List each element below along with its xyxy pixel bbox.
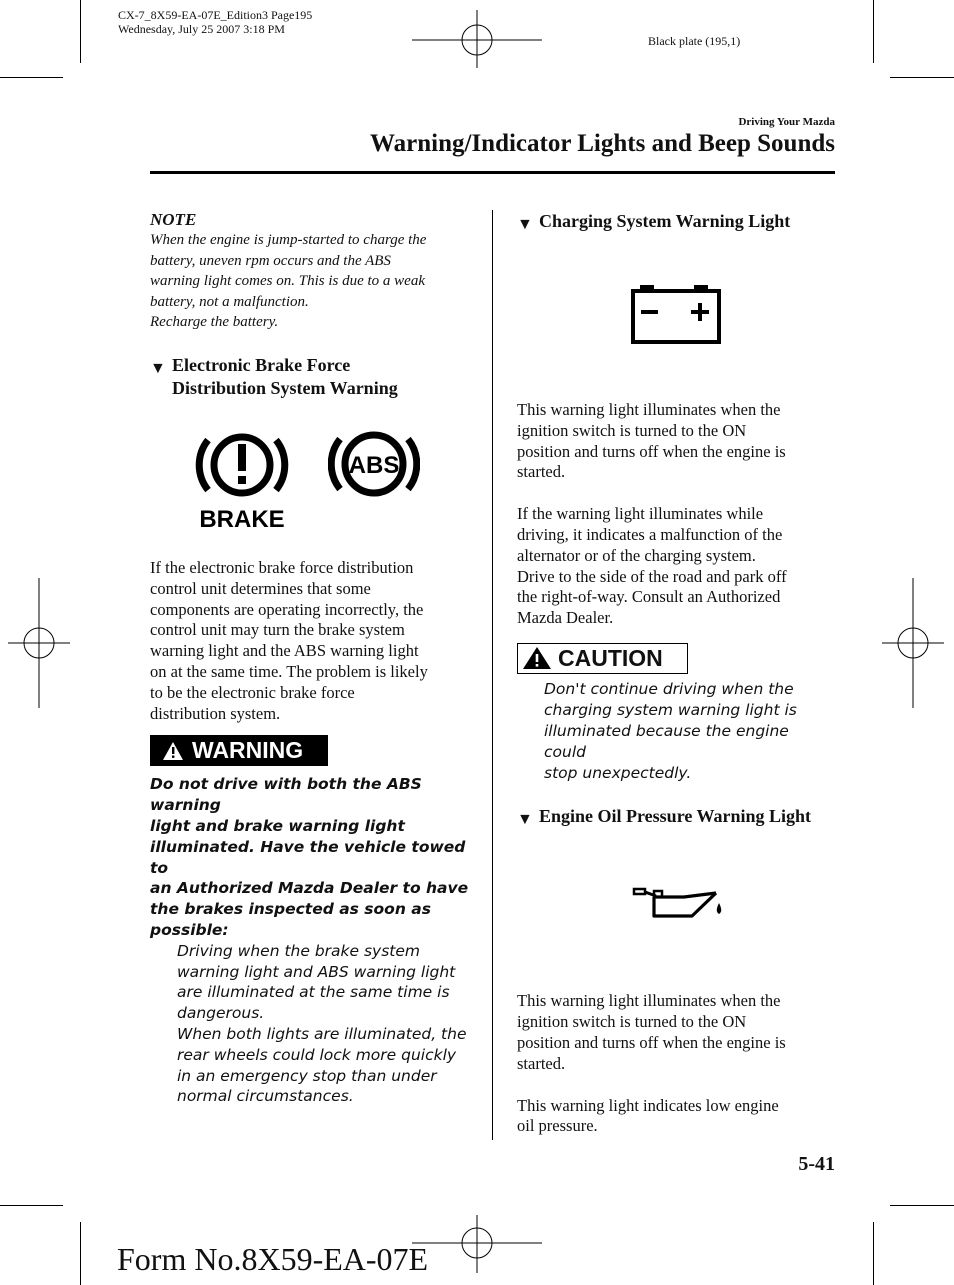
caution-text [517,679,835,783]
body-line: started. [517,1053,566,1073]
body-line: This warning light illuminates when the [517,400,781,419]
warning-detail-line: are illuminated at the same time is [177,983,450,1002]
body-line: started. [517,462,566,482]
warning-detail-line: When both lights are illuminated, the [177,1024,467,1043]
warning-line: light and brake warning light [150,816,405,835]
print-slug [118,8,312,36]
note-line: Recharge the battery. [150,314,279,331]
caution-label-text: CAUTION [558,644,663,671]
caution-line: Don't continue driving when the [544,680,794,699]
charging-heading [517,210,835,233]
body-line: Drive to the side of the road and park off [517,566,787,586]
charging-para-1 [517,400,835,483]
triangle-marker-icon: ▼ [517,811,533,829]
alert-triangle-icon [162,741,184,761]
brake-warning-icon [195,430,293,530]
page-number: 5-41 [798,1153,835,1175]
plate-label: Black plate (195,1) [648,34,741,48]
body-line: position and turns off when the engine is [517,441,786,461]
body-line: warning light and the ABS warning light [150,641,419,661]
warning-bold-text [150,774,472,940]
note-line: battery, uneven rpm occurs and the ABS [150,252,391,269]
caution-label [517,643,688,674]
oil-para-1 [517,991,835,1074]
warning-detail-line: warning light and ABS warning light [177,962,456,981]
page-title: Warning/Indicator Lights and Beep Sounds [370,130,835,157]
right-column [517,210,835,1137]
warning-detail-line: rear wheels could lock more quickly [177,1045,457,1064]
body-line: If the electronic brake force distribution [150,557,414,577]
body-line: This warning light illuminates when the [517,991,781,1011]
registration-mark-bottom [412,1215,542,1275]
oil-heading [517,805,835,828]
body-line: oil pressure. [517,1116,598,1136]
triangle-marker-icon: ▼ [150,359,166,377]
heading-line: Electronic Brake Force [172,354,351,375]
caution-line: illuminated because the engine could [544,722,789,761]
note-line: warning light comes on. This is due to a weak [150,273,425,290]
warning-detail-line: normal circumstances. [177,1087,354,1106]
heading-text: Charging System Warning Light [539,211,791,231]
note-block [150,210,472,333]
form-number: Form No.8X59-EA-07E [117,1241,429,1277]
body-line: control unit determines that some [150,578,371,598]
body-line: components are operating incorrectly, the [150,599,424,619]
heading-text: Engine Oil Pressure Warning Light [539,806,812,827]
oil-can-icon [632,883,726,923]
ebd-heading [150,354,472,400]
warning-label [150,735,328,766]
body-line: on at the same time. The problem is likely [150,661,428,681]
body-line: position and turns off when the engine is [517,1033,786,1053]
body-line: ignition switch is turned to the ON [517,420,747,440]
body-line: If the warning light illuminates while [517,504,764,524]
slug-line: CX-7_8X59-EA-07E_Edition3 Page195 [118,8,313,22]
note-line: battery, not a malfunction. [150,293,309,310]
body-line: Mazda Dealer. [517,608,614,628]
warning-line: Do not drive with both the ABS warning [150,775,422,815]
slug-line: Wednesday, July 25 2007 3:18 PM [118,22,285,36]
body-line: the right-of-way. Consult an Authorized [517,587,781,607]
section-kicker: Driving Your Mazda [738,116,835,128]
warning-line: the brakes inspected as soon as [150,900,431,919]
registration-mark-right [882,578,944,708]
note-line: When the engine is jump-started to charge the [150,232,427,248]
ebd-body [150,558,472,724]
alert-triangle-icon [522,646,552,670]
left-column [150,210,472,1107]
warning-detail-line: Driving when the brake system [177,941,421,960]
note-title: NOTE [150,210,197,229]
warning-detail-line: in an emergency stop than under [177,1066,437,1085]
triangle-marker-icon: ▼ [517,216,533,233]
warning-label-text: WARNING [192,737,304,764]
body-line: ignition switch is turned to the ON [517,1012,747,1032]
body-line: distribution system. [150,703,281,723]
brake-caption: BRAKE [199,505,285,530]
caution-line: charging system warning light is [544,701,797,720]
warning-line: possible: [150,920,229,939]
header-rule [150,171,835,174]
warning-line: an Authorized Mazda Dealer to have [150,879,469,898]
caution-line: stop unexpectedly. [544,763,692,782]
heading-line: Distribution System Warning [172,377,398,398]
registration-mark-left [8,578,70,708]
warning-detail-text [150,941,472,1107]
warning-detail-line: dangerous. [177,1004,265,1023]
battery-icon [630,283,722,345]
battery-figure [517,233,835,400]
caution-block [517,643,835,783]
body-line: This warning light indicates low engine [517,1095,779,1115]
charging-para-2 [517,504,835,629]
body-line: to be the electronic brake force [150,682,355,702]
body-line: alternator or of the charging system. [517,545,756,565]
body-line: driving, it indicates a malfunction of the [517,524,783,544]
oil-para-2 [517,1096,835,1138]
abs-caption: ABS [348,451,400,479]
abs-warning-icon [328,428,420,500]
column-divider [492,210,493,1140]
warning-block [150,735,472,1107]
oil-figure [517,828,835,991]
body-line: control unit may turn the brake system [150,620,405,640]
ebd-icons [150,400,472,550]
registration-mark-top [412,8,542,68]
warning-line: illuminated. Have the vehicle towed to [150,837,466,877]
